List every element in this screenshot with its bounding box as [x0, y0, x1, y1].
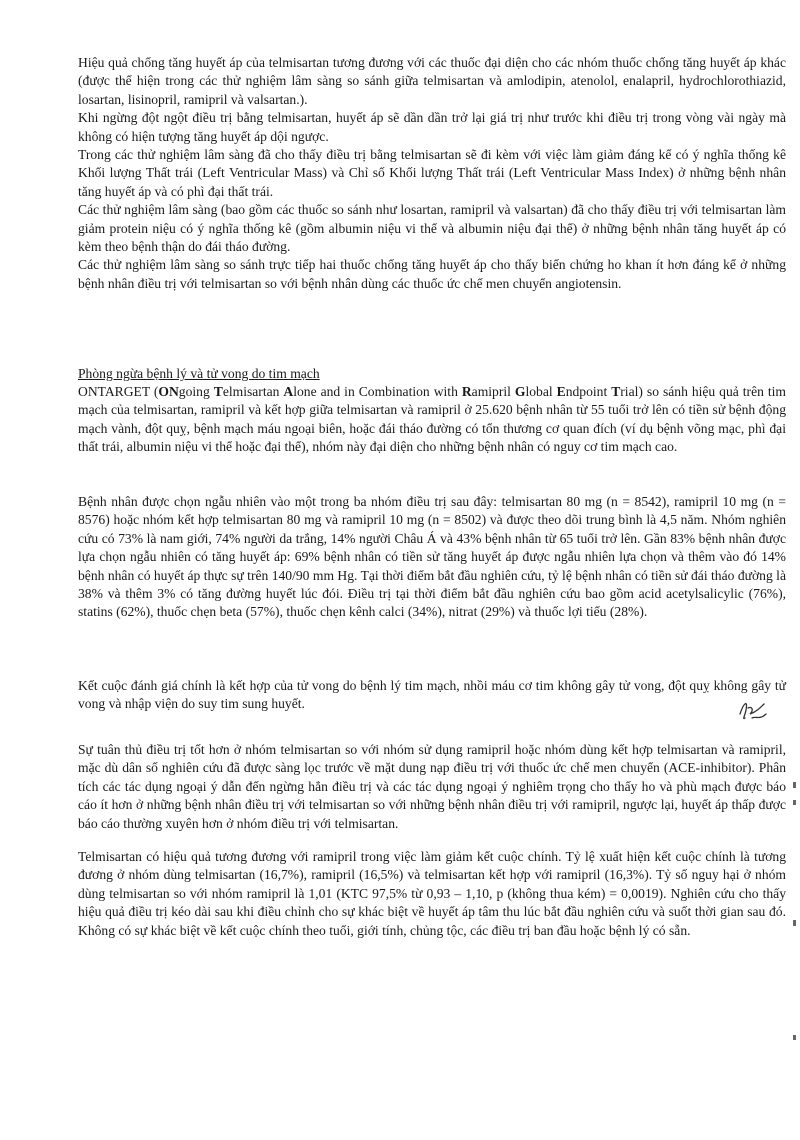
ontarget-description: so sánh hiệu quả trên tim mạch của telmisartan, ramipril và kết hợp giữa telmisartan và ramipril ở 25.620 bệnh nhân từ 55 tuổi trở lên có tiền sử bệnh động mạch vành, đột quỵ, bệnh mạch máu ngoại biên, hoặc đái tháo đường có tổn thương cơ quan đích (ví dụ bệnh võng mạc, phì đại thất trái, albumin niệu vi thể hoặc đại thể), nhóm này đại diện cho những bệnh nhân có nguy cơ tim mạch cao. [78, 384, 786, 455]
adherence-paragraph: Sự tuân thủ điều trị tốt hơn ở nhóm telmisartan so với nhóm sử dụng ramipril hoặc nhóm dùng kết hợp telmisartan và ramipril, mặc dù dân số nghiên cứu đã được sàng lọc trước về mặt dung nạp điều trị với thuốc ức chế men chuyển (ACE-inhibitor). Phân tích các tác dụng ngoại ý dẫn đến ngừng hẳn điều trị và các tác dụng ngoại ý nghiêm trọng cho thấy ho và phù mạch được báo cáo ít hơn ở những bệnh nhân điều trị với telmisartan so với những bệnh nhân điều trị với ramipril, ngược lại, huyết áp thấp được báo cáo thường xuyên hơn ở nhóm điều trị với telmisartan. [78, 742, 786, 831]
ontarget-acronym-t: T [213, 384, 223, 399]
ontarget-paragraph [78, 383, 786, 457]
results-paragraph: Telmisartan có hiệu quả tương đương với ramipril trong việc làm giảm kết cuộc chính. Tỷ lệ xuất hiện kết cuộc chính là tương đương ở nhóm dùng telmisartan (16,7%), ramipril (16,5%) và telmisartan kết hợp với ramipril (16,3%). Tỷ số nguy hại ở nhóm dùng telmisartan so với nhóm ramipril là 1,01 (KTC 97,5% từ 0,93 – 1,10, p (không thua kém) = 0,0019). Nghiên cứu cho thấy hiệu quả điều trị kéo dài sau khi điều chỉnh cho sự khác biệt về huyết áp tâm thu lúc bắt đầu nghiên cứu và suốt thời gian sau đó. Không có sự khác biệt về kết cuộc chính theo tuổi, giới tính, chủng tộc, các điều trị ban đầu hoặc bệnh lý có sẵn. [78, 849, 786, 938]
ontarget-text-ndpoint: ndpoint [565, 384, 612, 399]
ontarget-acronym-e: E [556, 384, 566, 399]
ontarget-acronym-on: ON [158, 384, 179, 399]
ontarget-text-rial: rial) [620, 384, 643, 399]
ontarget-acronym-g: G [514, 384, 526, 399]
randomization-paragraph: Bệnh nhân được chọn ngẫu nhiên vào một trong ba nhóm điều trị sau đây: telmisartan 80 mg (n = 8542), ramipril 10 mg (n = 8576) hoặc nhóm kết hợp telmisartan 80 mg và ramipril 10 mg (n = 8502) và được theo dõi trung bình là 4,5 năm. Nhóm nghiên cứu có 73% là nam giới, 74% người da trắng, 14% người Châu Á và 43% bệnh nhân từ 65 tuổi trở lên. Gần 83% bệnh nhân được lựa chọn ngẫu nhiên có tăng huyết áp: 69% bệnh nhân có tiền sử tăng huyết áp được ngẫu nhiên lựa chọn và thêm vào đó 14% bệnh nhân có huyết áp thực sự trên 140/90 mm Hg. Tại thời điểm bắt đầu nghiên cứu, tỷ lệ bệnh nhân có tiền sử đái tháo đường là 38% và thêm 3% có tăng đường huyết lúc đói. Điều trị tại thời điểm bắt đầu nghiên cứu bao gồm acid acetylsalicylic (76%), statins (62%), thuốc chẹn beta (57%), thuốc chẹn kênh calci (34%), nitrat (29%) và thuốc lợi tiểu (28%). [78, 494, 786, 620]
ontarget-text-combination: Combination [358, 384, 430, 399]
ontarget-text-amipril: amipril [471, 384, 515, 399]
ontarget-text-going: going [178, 384, 214, 399]
ontarget-text: ONTARGET (ONgoing Telmisartan Alone and in Combination with Ramipril Global Endpoint Trial) so sánh hiệu quả trên tim mạch của telmisartan, ramipril và kết hợp giữa telmisartan và ramipril ở 25.620 bệnh nhân từ 55 tuổi trở lên có tiền sử bệnh động mạch vành, đột quỵ, bệnh mạch máu ngoại biên, hoặc đái tháo đường có tổn thương cơ quan đích (ví dụ bệnh võng mạc, phì đại thất trái, albumin niệu vi thể hoặc đại thể), nhóm này đại diện cho những bệnh nhân có nguy cơ tim mạch cao. [78, 384, 786, 455]
handwritten-initials-icon [736, 696, 770, 724]
ontarget-acronym-t2: T [611, 384, 621, 399]
section-heading: Phòng ngừa bệnh lý và tử vong do tim mạch [78, 366, 320, 381]
primary-outcome-paragraph: Kết cuộc đánh giá chính là kết hợp của tử vong do bệnh lý tim mạch, nhồi máu cơ tim không gây tử vong, đột quỵ không gây tử vong và nhập viện do suy tim sung huyết. [78, 678, 786, 712]
scan-edge-mark [793, 782, 796, 788]
scan-edge-mark [793, 920, 796, 926]
ontarget-text-with: with [429, 384, 462, 399]
intro-section [78, 54, 786, 293]
ontarget-text-lobal: lobal [525, 384, 557, 399]
paragraph-cough: Các thử nghiệm lâm sàng so sánh trực tiếp hai thuốc chống tăng huyết áp cho thấy biến chứng ho khan ít hơn đáng kể ở những bệnh nhân điều trị với telmisartan so với bệnh nhân dùng các thuốc ức chế men chuyển angiotensin. [78, 257, 786, 291]
ontarget-acronym-r: R [461, 384, 472, 399]
scan-edge-mark [793, 1035, 796, 1040]
ontarget-text-elmisartan: elmisartan [222, 384, 284, 399]
paragraph-efficacy: Hiệu quả chống tăng huyết áp của telmisartan tương đương với các thuốc đại diện cho các nhóm thuốc chống tăng huyết áp khác (được thể hiện trong các thử nghiệm lâm sàng so sánh giữa telmisartan và amlodipin, atenolol, enalapril, hydrochlorothiazid, losartan, lisinopril, ramipril và valsartan.). [78, 55, 786, 107]
paragraph-proteinuria: Các thử nghiệm lâm sàng (bao gồm các thuốc so sánh như losartan, ramipril và valsartan) đã cho thấy điều trị với telmisartan làm giảm protein niệu có ý nghĩa thống kê (gồm albumin niệu vi thể và albumin niệu đại thể) ở những bệnh nhân tăng huyết áp có kèm theo bệnh thận do đái tháo đường. [78, 202, 786, 255]
ontarget-acronym-a: A [283, 384, 294, 399]
scan-edge-mark [793, 800, 796, 805]
paragraph-lv-mass: Trong các thử nghiệm lâm sàng đã cho thấy điều trị bằng telmisartan sẽ đi kèm với việc làm giảm đáng kể có ý nghĩa thống kê Khối lượng Thất trái (Left Ventricular Mass) và Chỉ số Khối lượng Thất trái (Left Ventricular Mass Index) ở những bệnh nhân tăng huyết áp và có phì đại thất trái. [78, 147, 786, 199]
paragraph-withdrawal: Khi ngừng đột ngột điều trị bằng telmisartan, huyết áp sẽ dần dần trở lại giá trị như trước khi điều trị trong vòng vài ngày mà không có hiện tượng tăng huyết áp dội ngược. [78, 110, 786, 144]
ontarget-text-lone: lone and in [293, 384, 359, 399]
